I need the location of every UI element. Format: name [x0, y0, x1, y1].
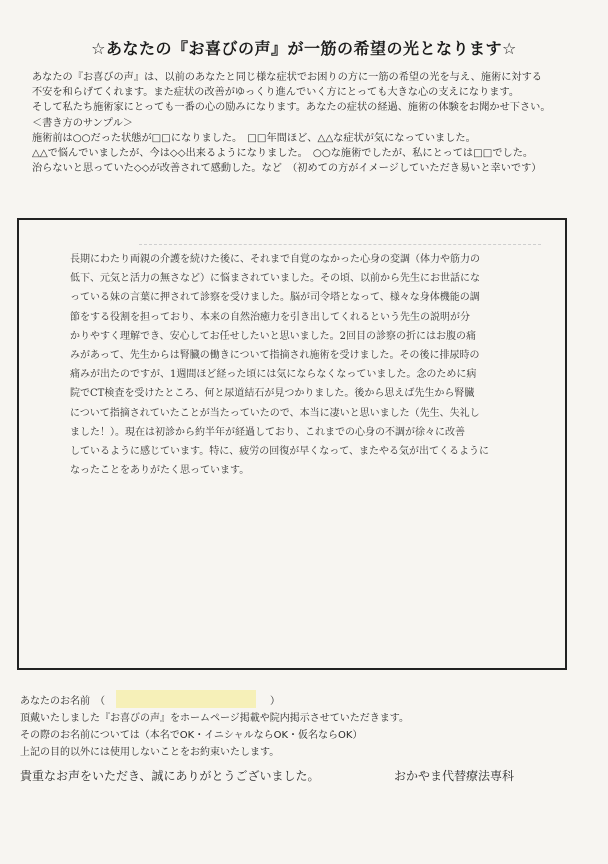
testimonial-line: 痛みが出たのですが、1週間ほど経った頃には気にならなくなっていました。念のために病 [70, 369, 477, 381]
testimonial-line: 低下、元気と活力の無さなど）に悩まされていました。その頃、以前から先生にお世話にな [70, 273, 480, 285]
name-close-paren: ） [270, 696, 280, 707]
thanks-row [20, 765, 590, 787]
sample-heading: ＜書き方のサンプル＞ [32, 117, 133, 129]
testimonial-line: なったことをありがたく思っています。 [70, 465, 250, 477]
name-label: あなたのお名前 （ [20, 696, 105, 707]
testimonial-line: 院でCT検査を受けたところ、何と尿道結石が見つかりました。後から思えば先生から腎臓 [70, 388, 475, 400]
form-footer [20, 690, 590, 787]
testimonial-line: 節をする役割を担っており、本来の自然治癒力を引き出してくれるという先生の説明が分 [70, 311, 470, 323]
name-row [20, 690, 590, 710]
sample-line: 治らないと思っていた◇◇が改善されて感動した。など （初めての方がイメージしていただき易いと幸いです） [32, 163, 542, 175]
privacy-promise: 上記の目的以外には使用しないことをお約束いたします。 [20, 747, 280, 758]
divider [139, 244, 541, 245]
intro-line: 不安を和らげてくれます。また症状の改善がゆっくり進んでいく方にとっても大きな心の支えになります。 [32, 87, 520, 99]
name-field-redacted [116, 690, 256, 708]
testimonial-line: 長期にわたり両親の介護を続けた後に、それまで自覚のなかった心身の変調（体力や筋力の [70, 254, 480, 265]
intro-line: あなたの『お喜びの声』は、以前のあなたと同じ様な症状でお困りの方に一筋の希望の光を与え、施術に対する [32, 72, 542, 83]
sample-line: △△で悩んでいましたが、今は◇◇出来るようになりました。 ○○な施術でしたが、私にとっては□□でした。 [32, 148, 534, 160]
name-usage-options: その際のお名前については（本名でOK・イニシャルならOK・仮名ならOK） [20, 730, 363, 741]
sample-line: 施術前は○○だった状態が□□になりました。 □□年間ほど、△△な症状が気になっていました。 [32, 132, 476, 144]
form-title: ☆あなたの『お喜びの声』が一筋の希望の光となります☆ [91, 39, 517, 58]
testimonial-line: ました！）。現在は初診から約半年が経過しており、これまでの心身の不調が徐々に改善 [70, 426, 465, 438]
testimonial-text [70, 250, 530, 480]
testimonial-line: みがあって、先生からは腎臓の働きについて指摘され施術を受けました。その後に排尿時の [70, 350, 480, 362]
testimonial-line: しているように感じています。特に、疲労の回復が早くなって、またやる気が出てくるように [70, 446, 489, 458]
testimonial-line: っている妹の言葉に押されて診察を受けました。脳が司令塔となって、様々な身体機能の調 [70, 292, 480, 304]
publication-notice: 頂戴いたしました『お喜びの声』をホームページ掲載や院内掲示させていただきます。 [20, 713, 409, 724]
intro-line: そして私たち施術家にとっても一番の心の励みになります。あなたの症状の経過、施術の体験をお聞かせ下さい。 [32, 102, 551, 114]
testimonial-line: について指摘されていたことが当たっていたので、本当に凄いと思いました（先生、失礼し [70, 407, 480, 419]
thanks-text: 貴重なお声をいただき、誠にありがとうございました。 [20, 769, 320, 783]
testimonial-line: かりやすく理解でき、安心してお任せしたいと思いました。2回目の診察の折にはお腹の痛 [70, 330, 476, 342]
intro-text [32, 70, 582, 176]
clinic-name: おかやま代替療法専科 [394, 769, 515, 783]
